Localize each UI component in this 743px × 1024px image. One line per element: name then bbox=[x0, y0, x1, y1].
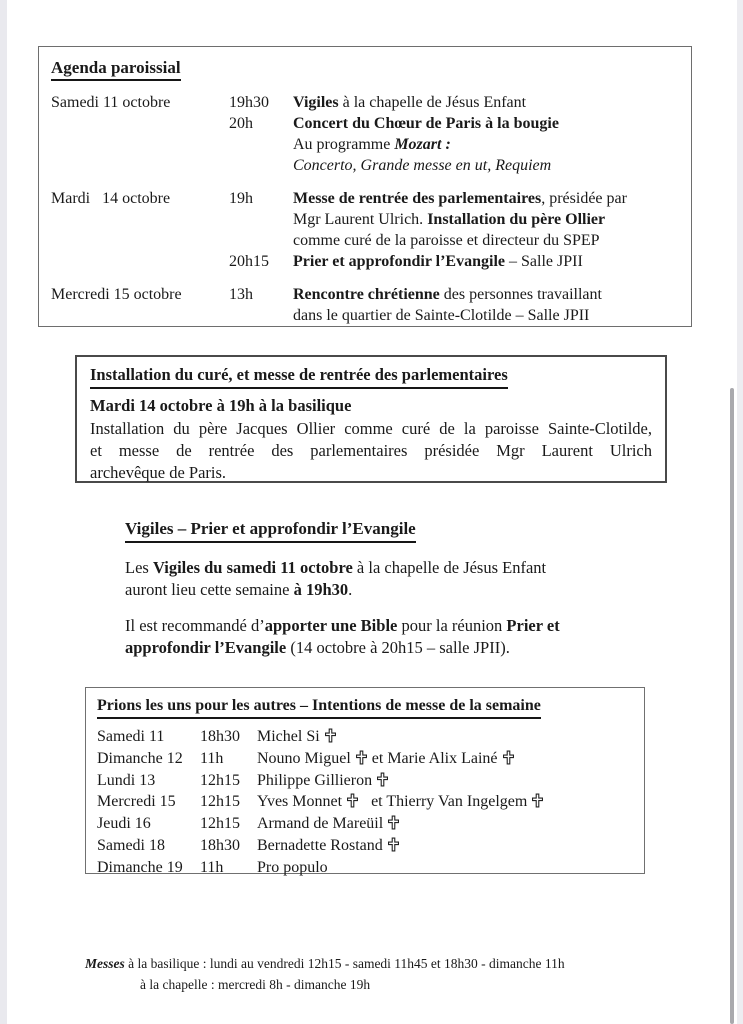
cross-icon bbox=[377, 772, 388, 787]
agenda-date bbox=[51, 251, 229, 272]
agenda-desc-line: Rencontre chrétienne des personnes travaillant bbox=[293, 286, 602, 303]
vigiles-line: auront lieu cette semaine à 19h30. bbox=[125, 580, 353, 599]
agenda-desc bbox=[293, 188, 679, 251]
intentions-names: Pro populo bbox=[257, 858, 328, 876]
agenda-time: 20h bbox=[229, 115, 253, 132]
intentions-day: Mercredi 15 bbox=[97, 793, 176, 811]
agenda-desc bbox=[293, 92, 679, 113]
agenda-desc-line: Concert du Chœur de Paris à la bougie bbox=[293, 115, 559, 132]
intentions-time: 11h bbox=[200, 858, 224, 876]
vigiles-paragraph-1 bbox=[125, 557, 645, 601]
intentions-time: 12h15 bbox=[200, 771, 240, 789]
intentions-row bbox=[97, 835, 633, 857]
intentions-day: Samedi 18 bbox=[97, 836, 165, 854]
cross-icon bbox=[347, 793, 358, 808]
agenda-row bbox=[51, 188, 679, 251]
agenda-time: 13h bbox=[229, 286, 253, 303]
intentions-time: 18h30 bbox=[200, 728, 240, 745]
intentions-box bbox=[85, 687, 645, 874]
agenda-desc-line: Prier et approfondir l’Evangile – Salle JPII bbox=[293, 253, 583, 270]
installation-subtitle: Mardi 14 octobre à 19h à la basilique bbox=[90, 396, 352, 415]
agenda-date: Mardi 14 octobre bbox=[51, 190, 171, 207]
agenda-desc bbox=[293, 284, 679, 326]
intentions-row bbox=[97, 770, 633, 792]
agenda-box bbox=[38, 46, 692, 327]
agenda-desc-line: Au programme Mozart : bbox=[293, 136, 451, 153]
intentions-names: Michel Si bbox=[257, 726, 633, 748]
agenda-desc bbox=[293, 113, 679, 176]
vigiles-section bbox=[125, 518, 645, 659]
page-right-margin bbox=[737, 0, 743, 1024]
agenda-time: 19h bbox=[229, 190, 253, 207]
installation-body-line: et messe de rentrée des parlementaires présidée Mgr Laurent Ulrich bbox=[90, 441, 652, 460]
agenda-date: Samedi 11 octobre bbox=[51, 94, 171, 111]
intentions-row bbox=[97, 857, 633, 879]
installation-body-line: archevêque de Paris. bbox=[90, 463, 227, 482]
intentions-day: Samedi 11 bbox=[97, 728, 165, 745]
intentions-time: 11h bbox=[200, 749, 224, 767]
cross-icon bbox=[388, 815, 399, 830]
agenda-desc-line: Vigiles à la chapelle de Jésus Enfant bbox=[293, 94, 527, 111]
agenda-date bbox=[51, 113, 229, 176]
vigiles-title: Vigiles – Prier et approfondir l’Evangile bbox=[125, 518, 645, 543]
intentions-names: Yves Monnet et Thierry Van Ingelgem bbox=[257, 791, 633, 813]
cross-icon bbox=[388, 837, 399, 852]
intentions-day: Jeudi 16 bbox=[97, 815, 151, 833]
intentions-names: Armand de Mareüil bbox=[257, 813, 633, 835]
intentions-row bbox=[97, 791, 633, 813]
footer-line: Messes à la basilique : lundi au vendredi 12h15 - samedi 11h45 et 18h30 - dimanche 11h bbox=[85, 956, 565, 971]
intentions-day: Lundi 13 bbox=[97, 771, 156, 789]
vigiles-line: Les Vigiles du samedi 11 octobre à la chapelle de Jésus Enfant bbox=[125, 558, 547, 577]
intentions-row bbox=[97, 813, 633, 835]
vigiles-line: approfondir l’Evangile (14 octobre à 20h15 – salle JPII). bbox=[125, 638, 510, 657]
footer-line: à la chapelle : mercredi 8h - dimanche 19h bbox=[140, 977, 371, 992]
cross-icon bbox=[325, 728, 336, 743]
agenda-row bbox=[51, 92, 679, 113]
agenda-desc-line: Mgr Laurent Ulrich. Installation du père Ollier bbox=[293, 211, 606, 228]
cross-icon bbox=[503, 750, 514, 765]
intentions-day: Dimanche 19 bbox=[97, 858, 183, 876]
intentions-names: Nouno Miguel et Marie Alix Lainé bbox=[257, 748, 633, 770]
cross-icon bbox=[532, 793, 543, 808]
intentions-names: Philippe Gillieron bbox=[257, 770, 633, 792]
installation-body-line: Installation du père Jacques Ollier comme curé de la paroisse Sainte-Clotilde, bbox=[90, 419, 652, 438]
footer-mass-times bbox=[85, 953, 685, 995]
agenda-desc-line: comme curé de la paroisse et directeur du SPEP bbox=[293, 232, 600, 249]
vigiles-line: Il est recommandé d’apporter une Bible pour la réunion Prier et bbox=[125, 616, 560, 635]
intentions-names: Bernadette Rostand bbox=[257, 835, 633, 857]
agenda-row bbox=[51, 113, 679, 176]
agenda-time: 19h30 bbox=[229, 94, 269, 111]
scrollbar-thumb[interactable] bbox=[730, 388, 734, 1024]
agenda-desc bbox=[293, 251, 679, 272]
intentions-time: 18h30 bbox=[200, 836, 240, 854]
agenda-row bbox=[51, 251, 679, 272]
installation-title: Installation du curé, et messe de rentrée des parlementaires bbox=[90, 364, 652, 389]
agenda-title: Agenda paroissial bbox=[51, 57, 679, 81]
agenda-desc-line: dans le quartier de Sainte-Clotilde – Salle JPII bbox=[293, 307, 590, 324]
agenda-desc-line: Messe de rentrée des parlementaires, présidée par bbox=[293, 190, 627, 207]
page-left-margin bbox=[0, 0, 7, 1024]
cross-icon bbox=[356, 750, 367, 765]
agenda-time: 20h15 bbox=[229, 253, 269, 270]
installation-box bbox=[75, 355, 667, 483]
agenda-row bbox=[51, 284, 679, 326]
agenda-desc-line: Concerto, Grande messe en ut, Requiem bbox=[293, 157, 552, 174]
intentions-title: Prions les uns pour les autres – Intentions de messe de la semaine bbox=[97, 695, 633, 719]
vigiles-paragraph-2 bbox=[125, 615, 645, 659]
intentions-time: 12h15 bbox=[200, 815, 240, 833]
intentions-row bbox=[97, 726, 633, 748]
intentions-day: Dimanche 12 bbox=[97, 749, 183, 767]
intentions-row bbox=[97, 748, 633, 770]
intentions-time: 12h15 bbox=[200, 793, 240, 811]
agenda-date: Mercredi 15 octobre bbox=[51, 286, 182, 303]
